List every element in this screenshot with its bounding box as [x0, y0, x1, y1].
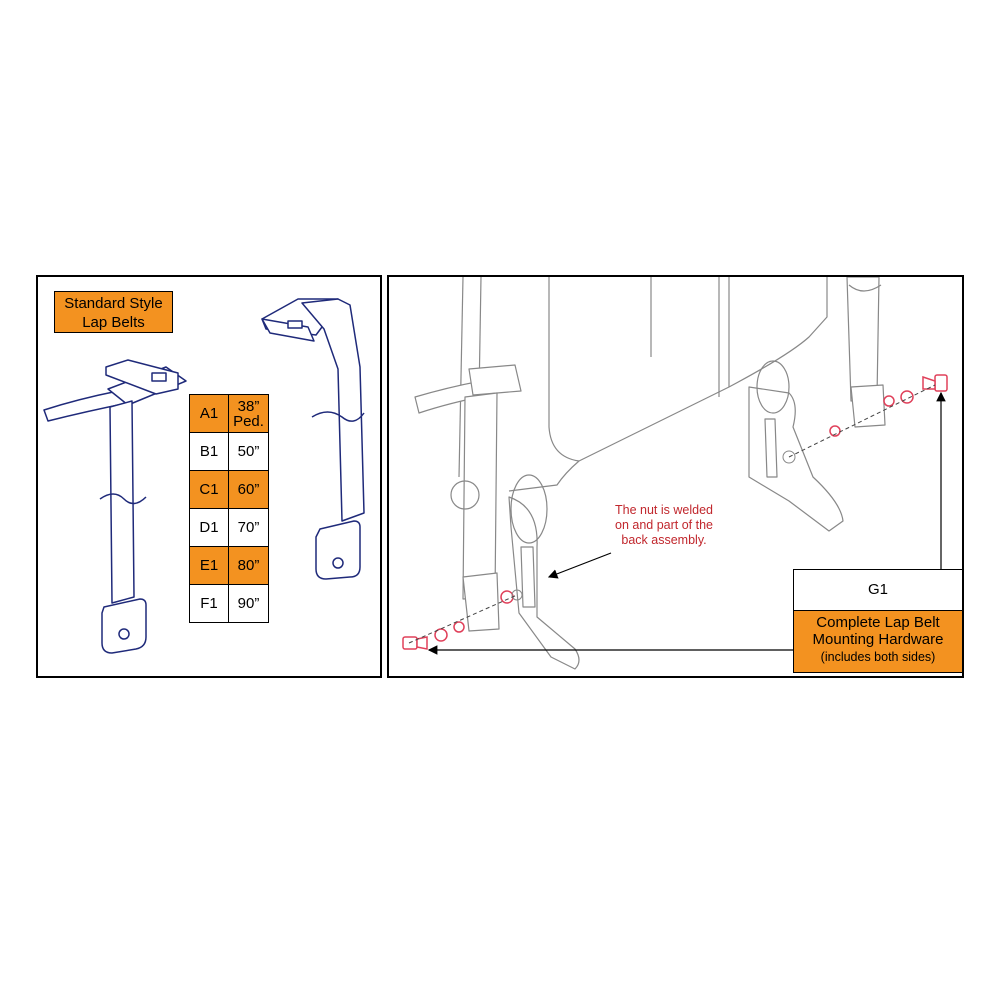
belt-length: 90” — [229, 585, 269, 623]
belt-length: 70” — [229, 509, 269, 547]
part-id: E1 — [190, 547, 229, 585]
table-row — [190, 471, 269, 509]
lap-belts-title-text: Standard Style Lap Belts — [64, 295, 163, 331]
part-id: D1 — [190, 509, 229, 547]
hardware-description-text: Complete Lap Belt Mounting Hardware — [812, 614, 944, 648]
table-row — [190, 509, 269, 547]
part-id: A1 — [190, 395, 229, 433]
belt-size-table — [189, 394, 269, 623]
hardware-description-note: (includes both sides) — [820, 650, 936, 664]
hardware-callout — [793, 569, 963, 673]
hardware-part-id: G1 — [794, 570, 962, 611]
table-row — [190, 585, 269, 623]
lap-belt-panel — [36, 275, 382, 678]
table-row — [190, 433, 269, 471]
part-id: B1 — [190, 433, 229, 471]
mounting-hardware-panel — [387, 275, 964, 678]
belt-length: 38” Ped. — [229, 395, 269, 433]
belt-length: 60” — [229, 471, 269, 509]
belt-length: 50” — [229, 433, 269, 471]
hardware-description — [794, 611, 962, 672]
part-id: C1 — [190, 471, 229, 509]
part-id: F1 — [190, 585, 229, 623]
table-row — [190, 395, 269, 433]
belt-length: 80” — [229, 547, 269, 585]
weld-nut-note: The nut is welded on and part of the back assembly. — [615, 503, 713, 547]
lap-belts-title — [54, 291, 173, 333]
table-row — [190, 547, 269, 585]
